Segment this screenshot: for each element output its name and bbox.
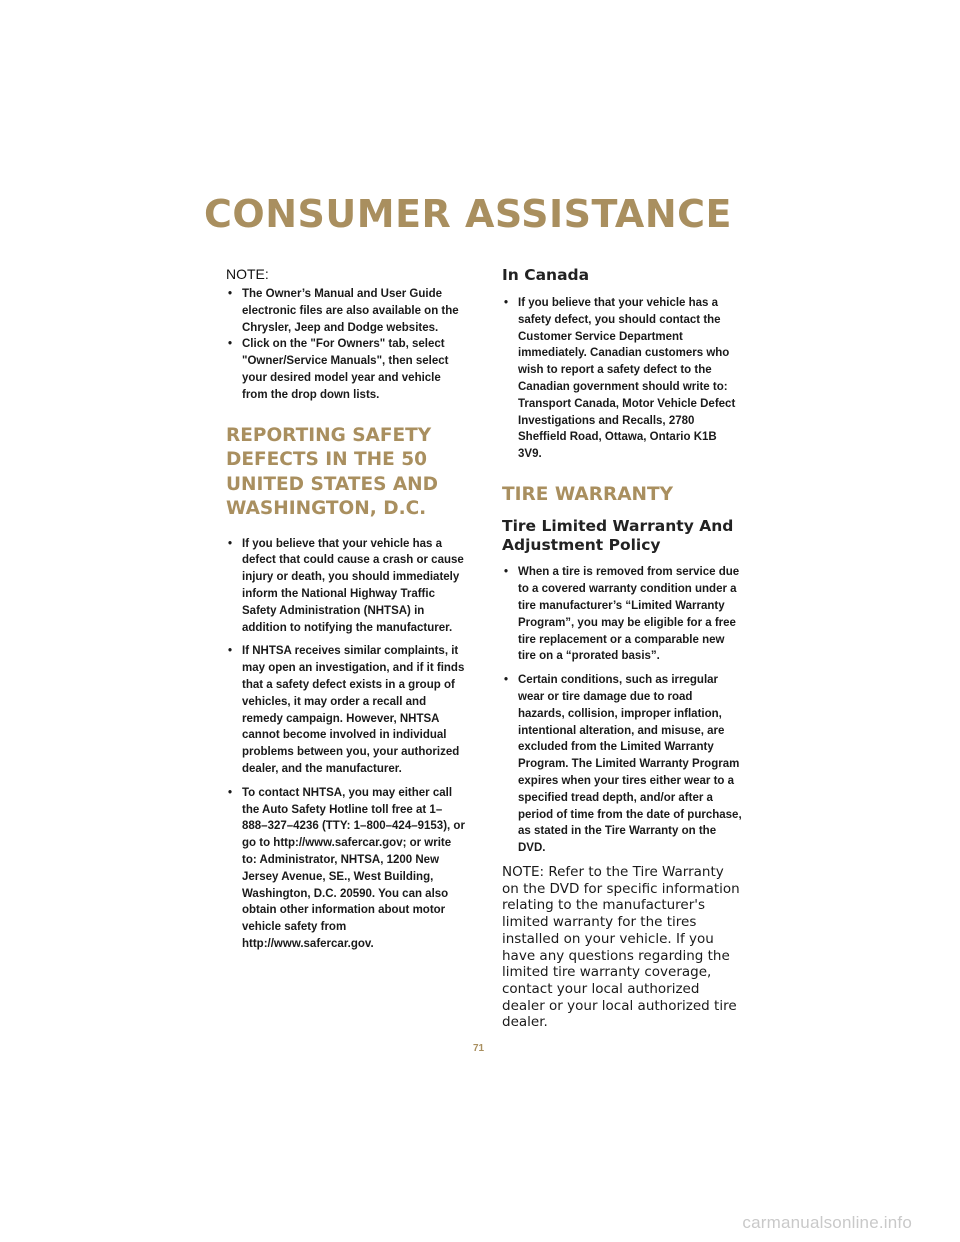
list-item: • If NHTSA receives similar complaints, it may open an investigation, and if it finds that a safety defect exists in a group of vehicles, it may order a recall and remedy campaign. However, NHTSA cannot become involved in individual problems between you, your authorized dealer, and the manufacturer. xyxy=(226,643,466,777)
watermark: carmanualsonline.info xyxy=(742,1213,912,1232)
page-number: 71 xyxy=(473,1043,485,1054)
reporting-list xyxy=(226,536,466,953)
tire-policy-subheading: Tire Limited Warranty And Adjustment Policy xyxy=(502,517,734,555)
note-label: NOTE: xyxy=(226,266,269,282)
canada-heading: In Canada xyxy=(502,266,590,284)
list-item: • If you believe that your vehicle has a defect that could cause a crash or cause injury or death, you should immediately inform the National Highway Traffic Safety Administration (NHTSA) in addition to notifying the manufacturer. xyxy=(226,536,466,637)
page-title: CONSUMER ASSISTANCE xyxy=(204,192,732,236)
right-column xyxy=(502,266,742,1031)
list-item: • If you believe that your vehicle has a safety defect, you should contact the Customer Service Department immediately. Canadian customers who wish to report a safety defect to the Canadian government should write to: Transport Canada, Motor Vehicle Defect Investigations and Recalls, 2780 Sheffield Road, Ottawa, Ontario K1B 3V9. xyxy=(502,295,742,463)
canada-list xyxy=(502,295,742,463)
tire-list xyxy=(502,564,742,857)
tire-warranty-title: TIRE WARRANTY xyxy=(502,483,674,505)
list-item: • When a tire is removed from service due to a covered warranty condition under a tire manufacturer’s “Limited Warranty Program”, you may be eligible for a free tire replacement or a comparable new tire on a “prorated basis”. xyxy=(502,564,742,665)
note-list xyxy=(226,286,466,404)
list-item: • The Owner’s Manual and User Guide electronic files are also available on the Chrysler, Jeep and Dodge websites. xyxy=(226,286,466,336)
list-item: • To contact NHTSA, you may either call the Auto Safety Hotline toll free at 1–888–327–4236 (TTY: 1–800–424–9153), or go to http://www.safercar.gov; or write to: Administrator, NHTSA, 1200 New Jersey Avenue, SE., West Building, Washington, D.C. 20590. You can also obtain other information about motor vehicle safety from http://www.safercar.gov. xyxy=(226,785,466,953)
reporting-section-title: REPORTING SAFETY DEFECTS IN THE 50 UNITED STATES AND WASHINGTON, D.C. xyxy=(226,424,439,520)
list-item: • Certain conditions, such as irregular wear or tire damage due to road hazards, collision, improper inflation, intentional alteration, and misuse, are excluded from the Limited Warranty Program. The Limited Warranty Program expires when your tires either wear to a specified tread depth, and/or after a period of time from the date of purchase, as stated in the Tire Warranty on the DVD. xyxy=(502,672,742,857)
list-item: • Click on the "For Owners" tab, select "Owner/Service Manuals", then select your desired model year and vehicle from the drop down lists. xyxy=(226,336,466,403)
left-column xyxy=(226,266,466,960)
tire-warranty-note: NOTE: Refer to the Tire Warranty on the DVD for specific information relating to the manufacturer's limited warranty for the tires installed on your vehicle. If you have any questions regarding the limited tire warranty coverage, contact your local authorized dealer or your local authorized tire dealer. xyxy=(502,864,740,1031)
